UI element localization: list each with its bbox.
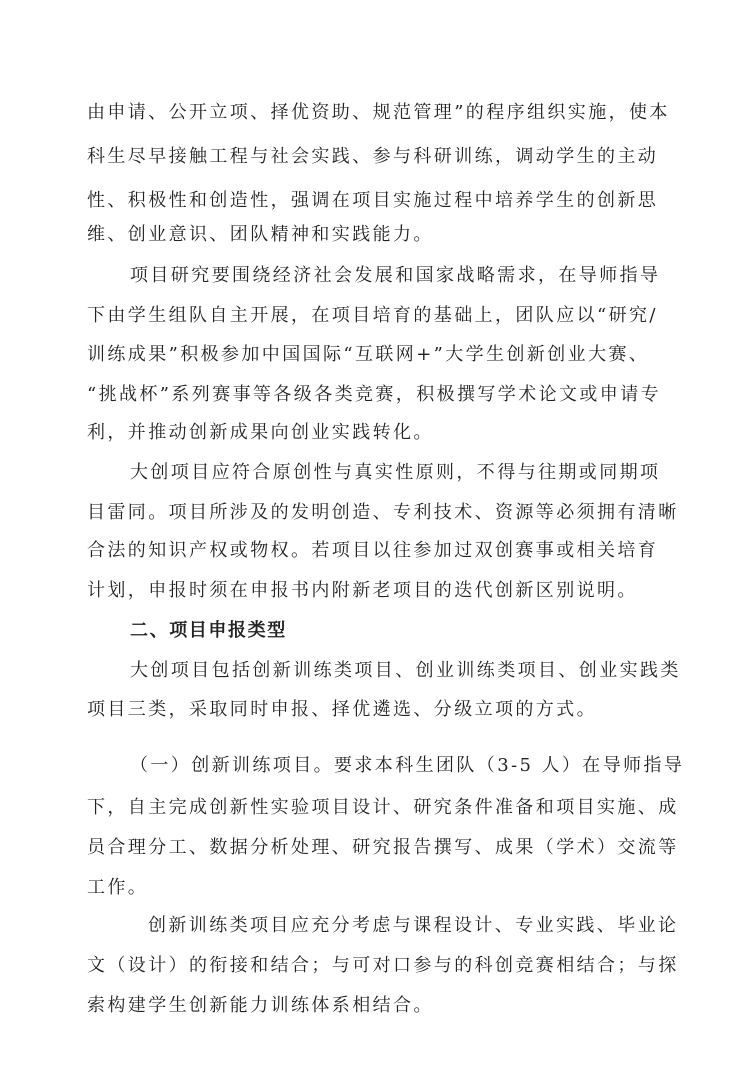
paragraph-5-line-1: （一）创新训练项目。要求本科生团队（3-5 人）在导师指导 [130,755,685,776]
paragraph-4-line-2: 项目三类，采取同时申报、择优遴选、分级立项的方式。 [87,699,597,720]
paragraph-2-line-4: “挑战杯”系列赛事等各级各类竞赛，积极撰写学术论文或申请专 [87,384,662,405]
paragraph-2-line-3: 训练成果”积极参加中国国际“互联网+”大学生创新创业大赛、 [87,344,650,365]
paragraph-2-line-1: 项目研究要围绕经济社会发展和国家战略需求，在导师指导 [130,265,661,286]
paragraph-1-line-3: 性、积极性和创造性，强调在项目实施过程中培养学生的创新思 [87,190,659,211]
paragraph-2-line-2: 下由学生组队自主开展，在项目培育的基础上，团队应以“研究/ [87,305,658,326]
paragraph-1-line-4: 维、创业意识、团队精神和实践能力。 [87,224,434,245]
paragraph-3-line-4: 计划，申报时须在申报书内附新老项目的迭代创新区别说明。 [87,580,638,601]
paragraph-6-line-3: 索构建学生创新能力训练体系相结合。 [87,995,434,1016]
paragraph-2-line-5: 利，并推动创新成果向创业实践转化。 [87,422,434,443]
paragraph-5-line-4: 工作。 [87,877,149,898]
paragraph-4-line-1: 大创项目包括创新训练类项目、创业训练类项目、创业实践类 [130,660,681,681]
paragraph-5-line-2: 下，自主完成创新性实验项目设计、研究条件准备和项目实施、成 [87,797,679,818]
paragraph-1-line-1: 由申请、公开立项、择优资助、规范管理”的程序组织实施，使本 [87,102,670,123]
paragraph-1-line-2: 科生尽早接触工程与社会实践、参与科研训练，调动学生的主动 [87,146,659,167]
paragraph-5-line-3: 员合理分工、数据分析处理、研究报告撰写、成果（学术）交流等 [87,837,679,858]
paragraph-3-line-1: 大创项目应符合原创性与真实性原则，不得与往期或同期项 [130,462,661,483]
section-heading: 二、项目申报类型 [130,620,287,641]
paragraph-3-line-2: 目雷同。项目所涉及的发明创造、专利技术、资源等必须拥有清晰 [87,502,679,523]
paragraph-6-line-2: 文（设计）的衔接和结合；与可对口参与的科创竞赛相结合；与探 [87,955,679,976]
paragraph-3-line-3: 合法的知识产权或物权。若项目以往参加过双创赛事或相关培育 [87,540,659,561]
paragraph-6-line-1: 创新训练类项目应充分考虑与课程设计、专业实践、毕业论 [148,915,679,936]
